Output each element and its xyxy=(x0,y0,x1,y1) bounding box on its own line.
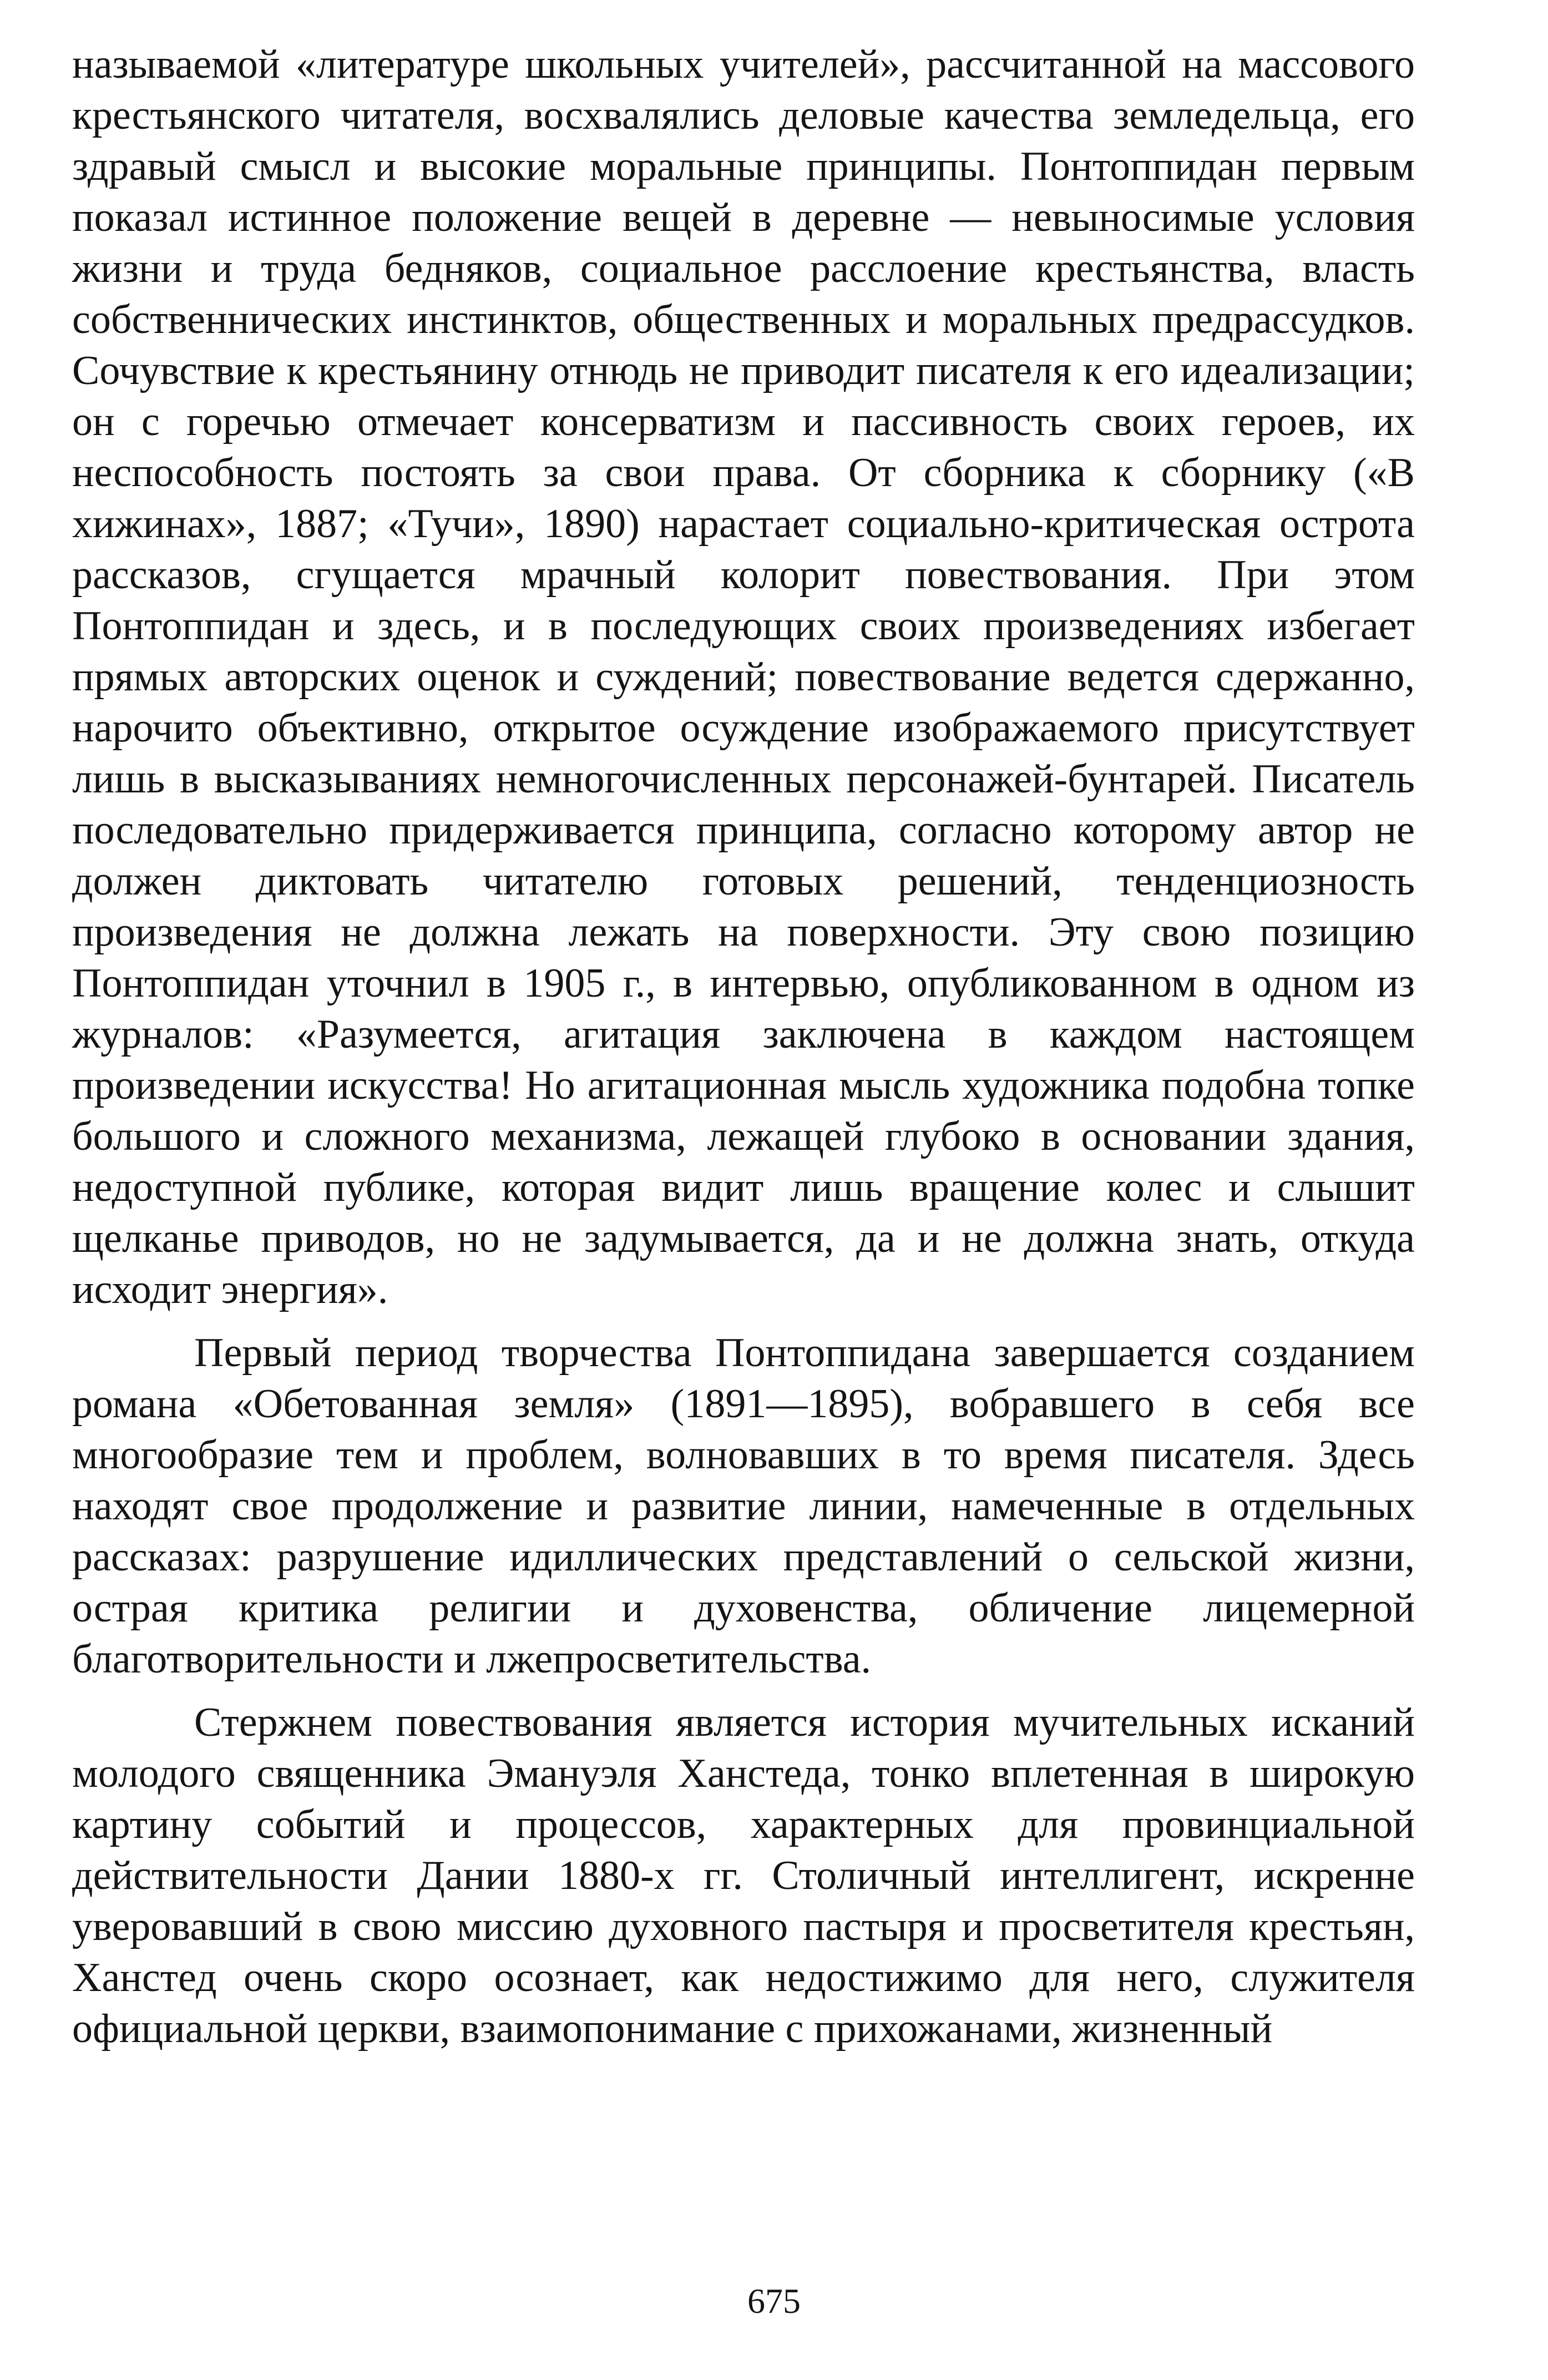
paragraph-1: называемой «литературе школьных учителей», рассчитанной на массового крестьянского читателя, восхвалялись деловые качества земледельца, его здравый смысл и высокие моральные принципы. Понтоппидан первым показал истинное положение вещей в деревне — невыносимые условия жизни и труда бедняков, социальное расслоение крестьянства, власть собственнических инстинктов, общественных и моральных предрассудков. Сочувствие к крестьянину отнюдь не приводит писателя к его идеализации; он с горечью отмечает консерватизм и пассивность своих героев, их неспособность постоять за свои права. От сборника к сборнику («В хижинах», 1887; «Тучи», 1890) нарастает социально-критическая острота рассказов, сгущается мрачный колорит повествования. При этом Понтоппидан и здесь, и в последующих своих произведениях избегает прямых авторских оценок и суждений; повествование ведется сдержанно, нарочито объективно, открытое осуждение изображаемого присутствует лишь в высказываниях немногочисленных персонажей-бунтарей. Писатель последовательно придерживается принципа, согласно которому автор не должен диктовать читателю готовых решений, тенденциозность произведения не должна лежать на поверхности. Эту свою позицию Понтоппидан уточнил в 1905 г., в интервью, опубликованном в одном из журналов: «Разумеется, агитация заключена в каждом настоящем произведении искусства! Но агитационная мысль художника подобна топке большого и сложного механизма, лежащей глубоко в основании здания, недоступной публике, которая видит лишь вращение колес и слышит щелканье приводов, но не задумывается, да и не должна знать, откуда исходит энергия». xyxy=(72,42,1415,1312)
page-body xyxy=(72,39,1415,2066)
page-number: 675 xyxy=(747,2281,801,2321)
paragraph-2: Первый период творчества Понтоппидана завершается созданием романа «Обетованная земля» (1891—1895), вобравшего в себя все многообразие тем и проблем, волновавших в то время писателя. Здесь находят свое продолжение и развитие линии, намеченные в отдельных рассказах: разрушение идиллических представлений о сельской жизни, острая критика религии и духовенства, обличение лицемерной благотворительности и лжепросветительства. xyxy=(72,1330,1415,1682)
paragraph-3: Стержнем повествования является история мучительных исканий молодого священника Эмануэля Ханстеда, тонко вплетенная в широкую картину событий и процессов, характерных для провинциальной действительности Дании 1880-х гг. Столичный интеллигент, искренне уверовавший в свою миссию духовного пастыря и просветителя крестьян, Ханстед очень скоро осознает, как недостижимо для него, служителя официальной церкви, взаимопонимание с прихожанами, жизненный xyxy=(72,1700,1415,2051)
